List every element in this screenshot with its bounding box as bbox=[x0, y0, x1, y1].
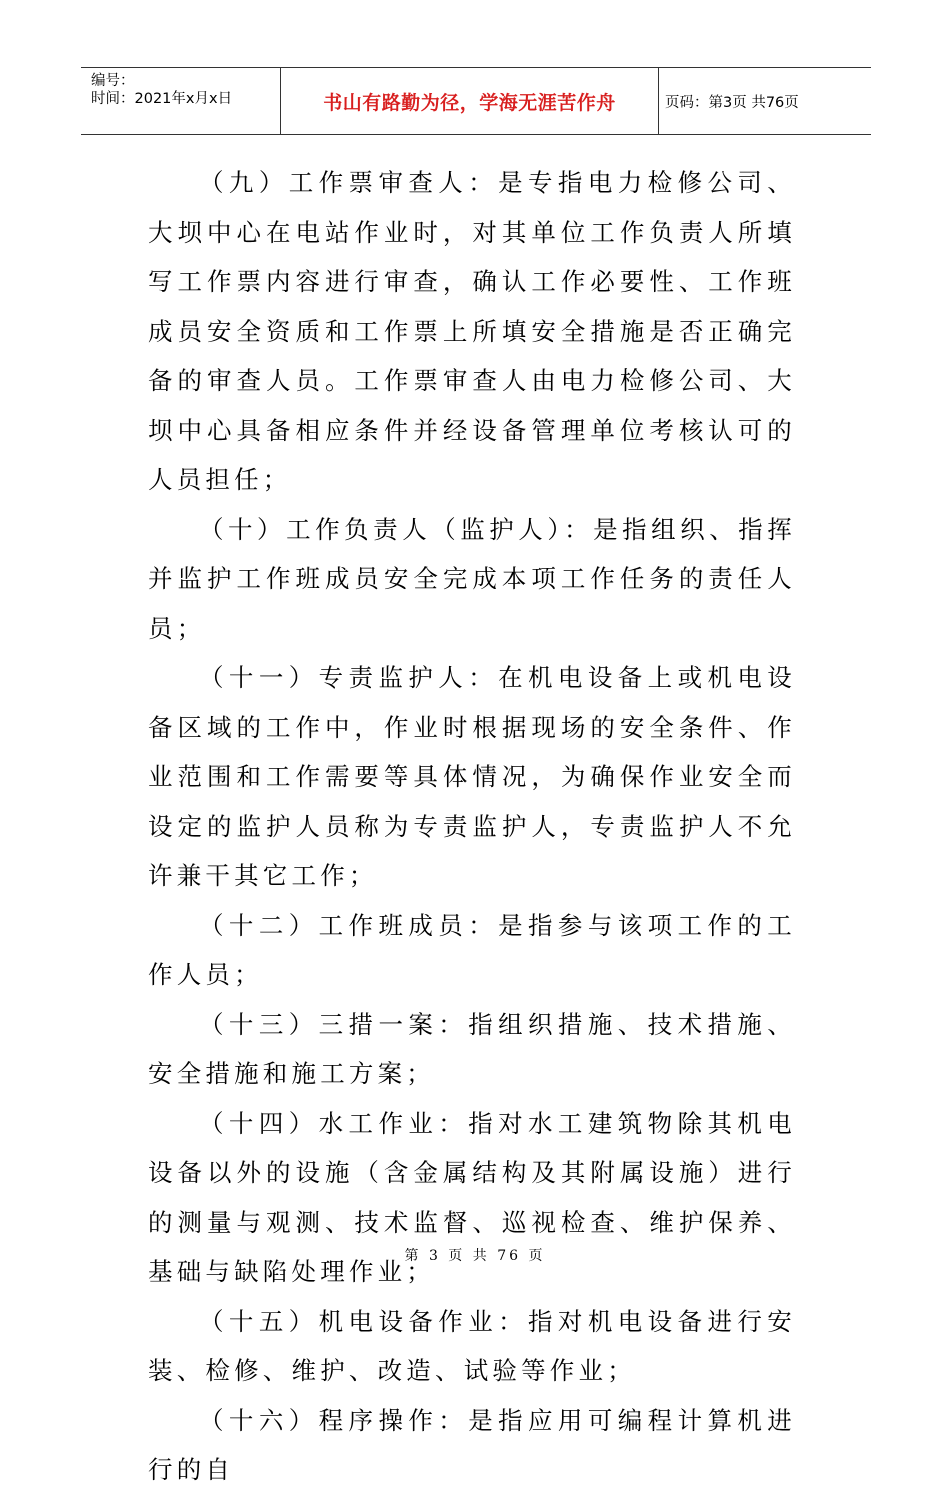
page-footer: 第 3 页 共 76 页 bbox=[404, 1248, 546, 1264]
paragraph: （十三）三措一案：指组织措施、技术措施、安全措施和施工方案； bbox=[148, 1009, 796, 1088]
header-meta bbox=[81, 68, 281, 134]
paragraph: （十五）机电设备作业：指对机电设备进行安装、检修、维护、改造、试验等作业； bbox=[148, 1306, 796, 1385]
document-time-label: 时间：2021年x月x日 bbox=[91, 91, 233, 107]
paragraph: （十六）程序操作：是指应用可编程计算机进行的自 bbox=[148, 1405, 796, 1484]
paragraph: （十一）专责监护人：在机电设备上或机电设备区域的工作中，作业时根据现场的安全条件、作业范围和工作需要等具体情况，为确保作业安全而设定的监护人员称为专责监护人，专责监护人不允许兼干其它工作； bbox=[148, 663, 796, 890]
header-motto: 书山有路勤为径，学海无涯苦作舟 bbox=[281, 68, 659, 134]
page-header bbox=[81, 67, 871, 135]
document-number-label: 编号： bbox=[91, 73, 135, 89]
paragraph: （十）工作负责人（监护人）：是指组织、指挥并监护工作班成员安全完成本项工作任务的责任人员； bbox=[148, 514, 796, 643]
paragraph: （九）工作票审查人：是专指电力检修公司、大坝中心在电站作业时，对其单位工作负责人所填写工作票内容进行审查，确认工作必要性、工作班成员安全资质和工作票上所填安全措施是否正确完备的审查人员。工作票审查人由电力检修公司、大坝中心具备相应条件并经设备管理单位考核认可的人员担任； bbox=[148, 168, 796, 494]
header-page-info: 页码：第3页 共76页 bbox=[665, 94, 799, 111]
paragraph: （十四）水工作业：指对水工建筑物除其机电设备以外的设施（含金属结构及其附属设施）进行的测量与观测、技术监督、巡视检查、维护保养、基础与缺陷处理作业； bbox=[148, 1108, 796, 1286]
document-body bbox=[148, 158, 796, 1495]
paragraph: （十二）工作班成员：是指参与该项工作的工作人员； bbox=[148, 910, 796, 989]
